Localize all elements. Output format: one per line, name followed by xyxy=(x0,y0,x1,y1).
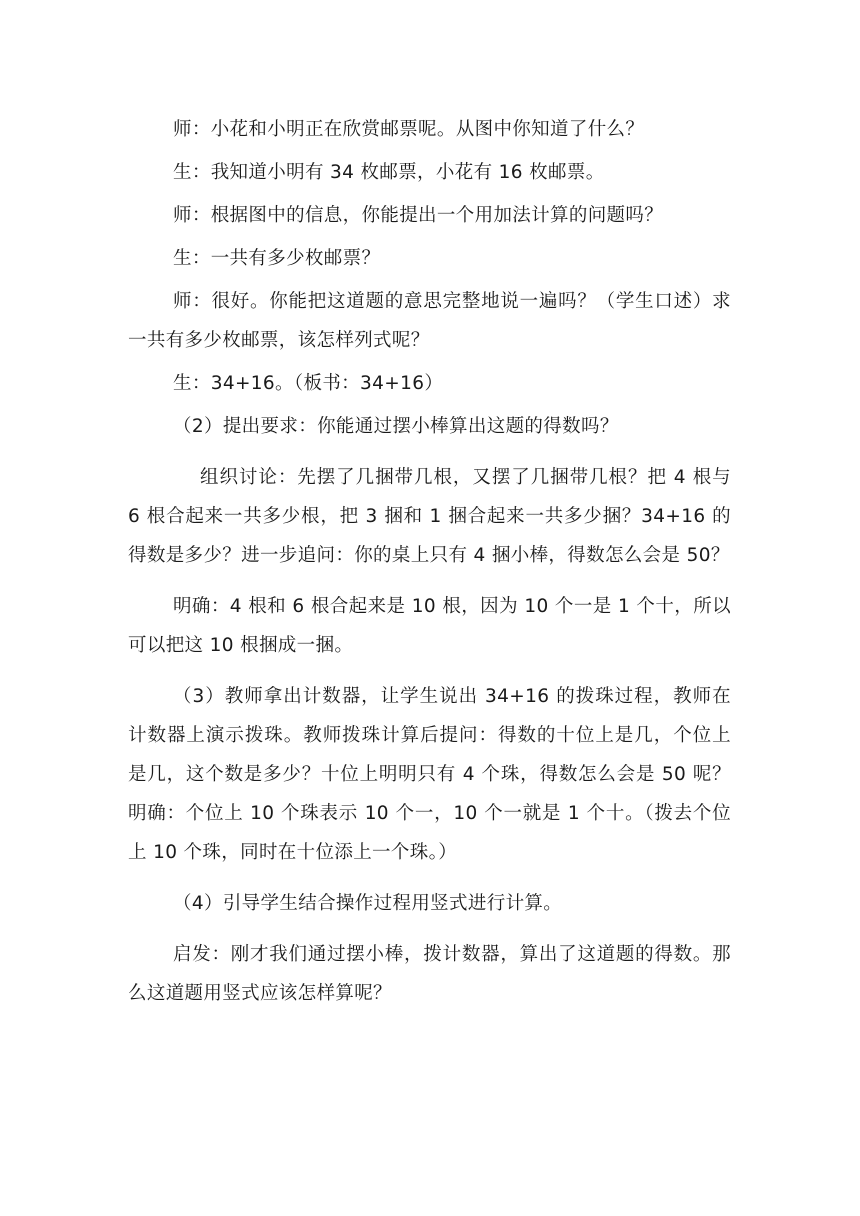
paragraph-student-answer-3: 生：34+16。（板书：34+16） xyxy=(173,373,444,394)
paragraph-teacher-question-3: 师：很好。你能把这道题的意思完整地说一遍吗？（学生口述）求一共有多少枚邮票，该怎样列式呢？ xyxy=(128,291,731,351)
paragraph-clarify-1: 明确：4 根和 6 根合起来是 10 根，因为 10 个一是 1 个十，所以可以把这 10 根捆成一捆。 xyxy=(128,596,731,656)
paragraph-teacher-question-1: 师：小花和小明正在欣赏邮票呢。从图中你知道了什么？ xyxy=(173,119,645,140)
paragraph-inspire: 启发：刚才我们通过摆小棒，拨计数器，算出了这道题的得数。那么这道题用竖式应该怎样算呢？ xyxy=(128,944,731,1004)
paragraph-step-2: （2）提出要求：你能通过摆小棒算出这题的得数吗？ xyxy=(173,416,619,437)
paragraph-step-4: （4）引导学生结合操作过程用竖式进行计算。 xyxy=(173,893,563,914)
document-body xyxy=(128,110,731,1013)
paragraph-discussion: 组织讨论：先摆了几捆带几根，又摆了几捆带几根？把 4 根与 6 根合起来一共多少根，把 3 捆和 1 捆合起来一共多少捆？34+16 的得数是多少？进一步追问：你的桌上只有 4 捆小棒，得数怎么会是 50？ xyxy=(128,467,731,566)
paragraph-step-3: （3）教师拿出计数器，让学生说出 34+16 的拨珠过程，教师在计数器上演示拨珠。教师拨珠计算后提问：得数的十位上是几，个位上是几，这个数是多少？十位上明明只有 4 个珠，得数怎么会是 50 呢？明确：个位上 10 个珠表示 10 个一，10 个一就是 1 个十。（拨去个位上 10 个珠，同时在十位添上一个珠。） xyxy=(128,686,731,863)
paragraph-student-answer-1: 生：我知道小明有 34 枚邮票，小花有 16 枚邮票。 xyxy=(173,162,605,183)
paragraph-student-answer-2: 生：一共有多少枚邮票？ xyxy=(173,248,381,269)
paragraph-teacher-question-2: 师：根据图中的信息，你能提出一个用加法计算的问题吗？ xyxy=(173,205,664,226)
